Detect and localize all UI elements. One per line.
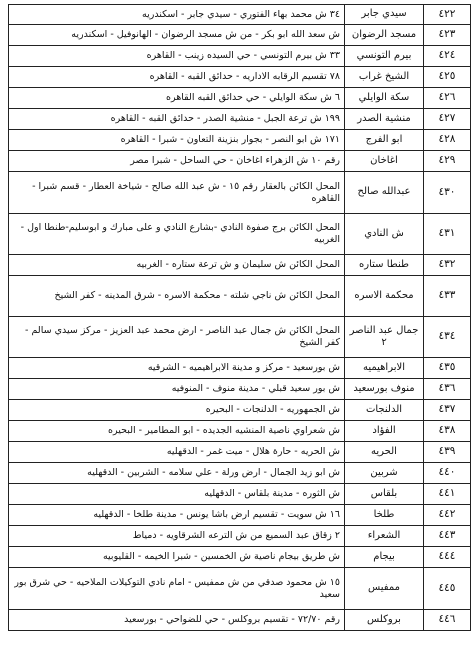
- row-number: ٤٤١: [424, 484, 471, 505]
- row-number: ٤٣٧: [424, 400, 471, 421]
- table-row: [9, 610, 471, 631]
- table-row: [9, 25, 471, 46]
- branch-name: بلقاس: [345, 484, 424, 505]
- row-number: ٤٣٣: [424, 276, 471, 317]
- branch-address: ١٩٩ ش ترعة الجبل - منشية الصدر - حدائق القبه - القاهره: [9, 109, 345, 130]
- branch-address: ٢ زقاق عبد السميع من ش الترعه الشرقاويه - دمياط: [9, 526, 345, 547]
- row-number: ٤٢٩: [424, 151, 471, 172]
- branches-table: [8, 4, 471, 631]
- branch-name: ابو الفرج: [345, 130, 424, 151]
- branch-address: المحل الكائن ش ناجي شلته - محكمة الاسره - شرق المدينه - كفر الشيخ: [9, 276, 345, 317]
- branch-address: ش ابو زيد الجمال - ارض ورلة - علي سلامه - الشربين - الدقهليه: [9, 463, 345, 484]
- branch-address: ٣٣ ش بيرم التونسي - حي السيده زينب - القاهره: [9, 46, 345, 67]
- branch-name: الفؤاد: [345, 421, 424, 442]
- table-row: [9, 463, 471, 484]
- branch-name: شربين: [345, 463, 424, 484]
- row-number: ٤٣٠: [424, 172, 471, 214]
- table-row: [9, 505, 471, 526]
- table-row: [9, 421, 471, 442]
- branch-address: المحل الكائن بالعقار رقم ١٥ - ش عبد الله صالح - شياخة العطار - قسم شبرا - القاهره: [9, 172, 345, 214]
- branch-name: ممفيس: [345, 568, 424, 610]
- table-row: [9, 276, 471, 317]
- table-row: [9, 214, 471, 255]
- branch-name: اغاخان: [345, 151, 424, 172]
- branch-address: ٦ ش سكة الوايلي - حي حدائق القبه القاهره: [9, 88, 345, 109]
- branch-name: الدلنجات: [345, 400, 424, 421]
- branch-address: ١٧١ ش ابو النصر - بجوار بنزينة التعاون - شبرا - القاهره: [9, 130, 345, 151]
- branch-address: رقم ٧٢/٧٠ - تقسيم بروكلس - حي للضواحي - بورسعيد: [9, 610, 345, 631]
- table-row: [9, 400, 471, 421]
- branch-name: الشيخ غراب: [345, 67, 424, 88]
- row-number: ٤٣٢: [424, 255, 471, 276]
- table-row: [9, 379, 471, 400]
- branch-name: محكمة الاسره: [345, 276, 424, 317]
- branch-name: بيرم التونسي: [345, 46, 424, 67]
- table-row: [9, 5, 471, 25]
- table-row: [9, 358, 471, 379]
- branch-address: ش الثوره - مدينة بلقاس - الدقهليه: [9, 484, 345, 505]
- row-number: ٤٢٥: [424, 67, 471, 88]
- table-row: [9, 67, 471, 88]
- row-number: ٤٣٨: [424, 421, 471, 442]
- table-row: [9, 88, 471, 109]
- branch-name: عبدالله صالح: [345, 172, 424, 214]
- row-number: ٤٣٦: [424, 379, 471, 400]
- table-row: [9, 568, 471, 610]
- branch-name: الابراهيميه: [345, 358, 424, 379]
- branch-name: ش النادي: [345, 214, 424, 255]
- branch-name: منوف بورسعيد: [345, 379, 424, 400]
- row-number: ٤٤٥: [424, 568, 471, 610]
- branch-address: ١٦ ش سويت - تقسيم ارض باشا يونس - مدينة طلخا - الدقهليه: [9, 505, 345, 526]
- row-number: ٤٣٩: [424, 442, 471, 463]
- table-row: [9, 46, 471, 67]
- table-row: [9, 484, 471, 505]
- branch-name: مسجد الرضوان: [345, 25, 424, 46]
- branch-name: طنطا ستاره: [345, 255, 424, 276]
- branch-address: رقم ١٠ ش الزهراء اغاخان - حي الساحل - شبرا مصر: [9, 151, 345, 172]
- row-number: ٤٢٨: [424, 130, 471, 151]
- row-number: ٤٣٥: [424, 358, 471, 379]
- row-number: ٤٤٢: [424, 505, 471, 526]
- table-row: [9, 526, 471, 547]
- row-number: ٤٣٤: [424, 317, 471, 358]
- row-number: ٤٢٣: [424, 25, 471, 46]
- branch-name: طلخا: [345, 505, 424, 526]
- branch-name: سكة الوايلي: [345, 88, 424, 109]
- branch-address: ٧٨ تقسيم الرقابه الاداريه - حدائق القبه - القاهره: [9, 67, 345, 88]
- branch-address: ش بور سعيد قبلي - مدينة منوف - المنوفيه: [9, 379, 345, 400]
- branch-address: ش الحريه - حارة هلال - ميت غمر - الدقهليه: [9, 442, 345, 463]
- branch-name: منشية الصدر: [345, 109, 424, 130]
- row-number: ٤٢٢: [424, 5, 471, 25]
- row-number: ٤٤٣: [424, 526, 471, 547]
- row-number: ٤٢٤: [424, 46, 471, 67]
- branch-address: ش بورسعيد - مركز و مدينة الابراهيميه - الشرقيه: [9, 358, 345, 379]
- branch-address: المحل الكائن ش سليمان و ش ترعة ستاره - الغربيه: [9, 255, 345, 276]
- branch-address: ش طريق بيجام ناصية ش الخمسين - شبرا الخيمه - القليوبيه: [9, 547, 345, 568]
- branch-address: ش شعراوي ناصية المنشيه الجديده - ابو المطامير - البحيره: [9, 421, 345, 442]
- table-row: [9, 255, 471, 276]
- row-number: ٤٢٦: [424, 88, 471, 109]
- row-number: ٤٤٦: [424, 610, 471, 631]
- branch-name: الشعراء: [345, 526, 424, 547]
- table-row: [9, 547, 471, 568]
- branch-address: ش سعد الله ابو بكر - من ش مسجد الرضوان - الهانوفيل - اسكندريه: [9, 25, 345, 46]
- branch-name: بروكلس: [345, 610, 424, 631]
- branch-address: ش الجمهوريه - الدلنجات - البحيره: [9, 400, 345, 421]
- branch-name: بيجام: [345, 547, 424, 568]
- row-number: ٤٤٤: [424, 547, 471, 568]
- row-number: ٤٤٠: [424, 463, 471, 484]
- branches-table-body: [9, 5, 471, 631]
- branch-name: الحريه: [345, 442, 424, 463]
- row-number: ٤٢٧: [424, 109, 471, 130]
- row-number: ٤٣١: [424, 214, 471, 255]
- branch-address: ١٥ ش محمود صدقي من ش ممفيس - امام نادي التوكيلات الملاحيه - حي شرق بور سعيد: [9, 568, 345, 610]
- table-row: [9, 172, 471, 214]
- table-row: [9, 130, 471, 151]
- branch-address: ٣٤ ش محمد بهاء الفتوري - سيدي جابر - اسكندريه: [9, 5, 345, 25]
- branch-name: جمال عبد الناصر ٢: [345, 317, 424, 358]
- table-row: [9, 109, 471, 130]
- table-row: [9, 442, 471, 463]
- table-row: [9, 317, 471, 358]
- branch-address: المحل الكائن ش جمال عبد الناصر - ارض محمد عبد العزيز - مركز سيدي سالم - كفر الشيخ: [9, 317, 345, 358]
- table-row: [9, 151, 471, 172]
- branch-name: سيدي جابر: [345, 5, 424, 25]
- branch-address: المحل الكائن برج صفوة النادي -بشارع النادي و على مبارك و ابوسليم-طنطا اول - الغربيه: [9, 214, 345, 255]
